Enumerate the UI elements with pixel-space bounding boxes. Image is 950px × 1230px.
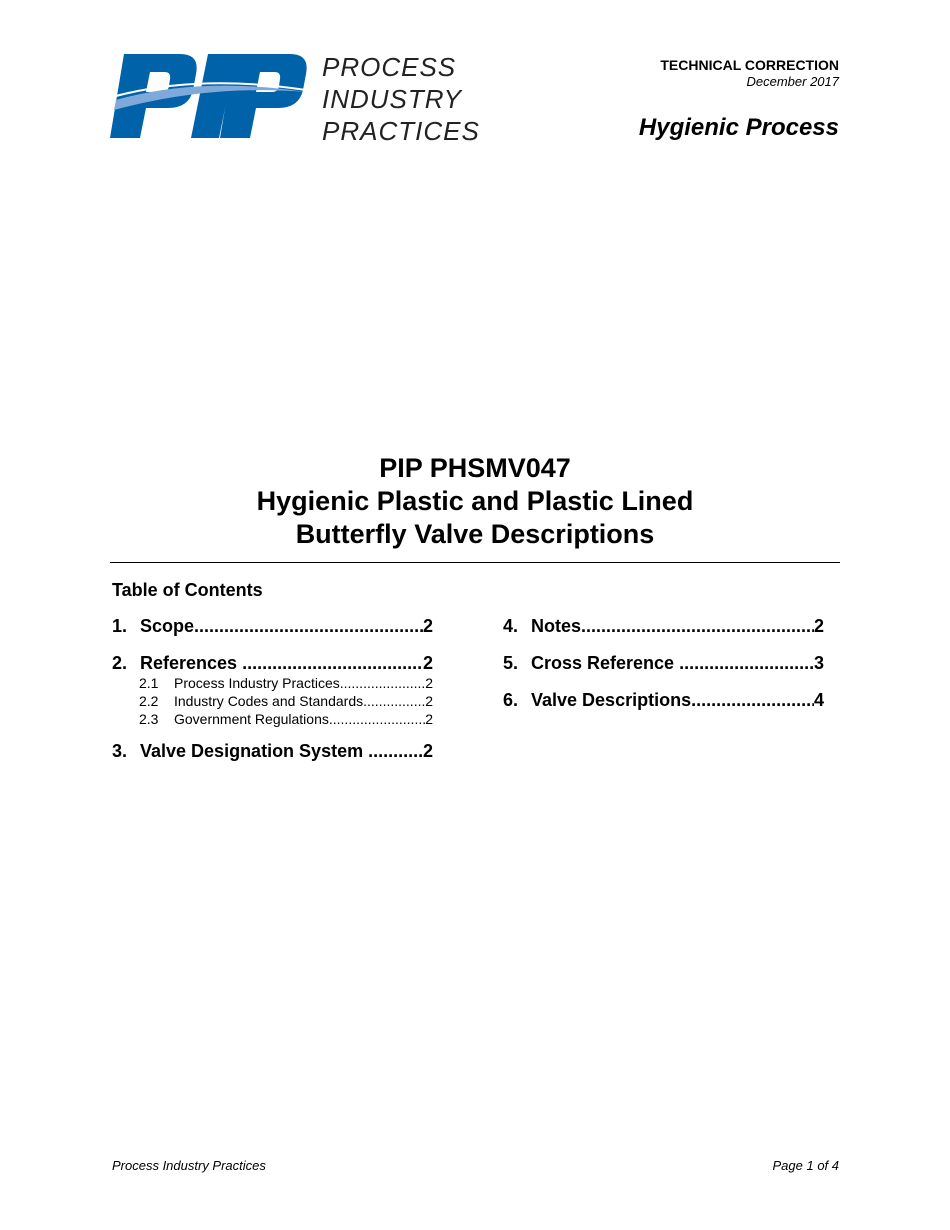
toc-page: 3 (813, 653, 824, 673)
toc-page: 2 (422, 741, 433, 761)
dot-leader (329, 711, 425, 727)
toc-entry-references[interactable] (112, 653, 433, 675)
dot-leader (242, 653, 423, 674)
divider (110, 562, 840, 563)
toc-entry-notes[interactable] (503, 616, 824, 638)
toc-left-column (112, 616, 433, 763)
toc-page: 2 (422, 653, 433, 673)
dot-leader (194, 616, 423, 637)
toc-subentry[interactable] (112, 693, 433, 711)
toc-number: 2.3 (139, 711, 159, 727)
toc-page: 2 (425, 675, 433, 691)
toc-entry-scope[interactable] (112, 616, 433, 638)
toc-label: Cross Reference (531, 653, 680, 673)
title-line: Butterfly Valve Descriptions (295, 519, 655, 549)
pip-logo-mark (110, 52, 310, 140)
footer-organization: Process Industry Practices (112, 1158, 266, 1173)
toc-page: 4 (813, 690, 824, 710)
document-category: Hygienic Process (638, 114, 839, 141)
toc-page: 2 (425, 711, 433, 727)
logo-line: INDUSTRY (322, 84, 462, 114)
dot-leader (679, 653, 814, 674)
logo-wordmark (322, 51, 480, 147)
dot-leader (340, 675, 425, 691)
dot-leader (581, 616, 814, 637)
toc-entry-cross-reference[interactable] (503, 653, 824, 675)
toc-page: 2 (425, 693, 433, 709)
toc-entry-valve-descriptions[interactable] (503, 690, 824, 712)
toc-number: 1. (112, 616, 128, 636)
toc-number: 4. (503, 616, 519, 636)
toc-label: Notes (531, 616, 582, 636)
header-info (660, 57, 839, 89)
dot-leader (691, 690, 814, 711)
toc-number: 6. (503, 690, 519, 710)
toc-page: 2 (813, 616, 824, 636)
toc-page: 2 (422, 616, 433, 636)
toc-label: Process Industry Practices (174, 675, 340, 691)
toc-subentry[interactable] (112, 675, 433, 693)
toc-label: Valve Designation System (140, 741, 369, 761)
document-status: TECHNICAL CORRECTION (660, 57, 839, 73)
title-line: PIP PHSMV047 (379, 453, 571, 483)
toc-number: 2.2 (139, 693, 159, 709)
toc-label: Industry Codes and Standards (174, 693, 364, 709)
toc-entry-valve-designation[interactable] (112, 741, 433, 763)
logo-line: PROCESS (322, 52, 457, 82)
toc-number: 2.1 (139, 675, 159, 691)
title-line: Hygienic Plastic and Plastic Lined (256, 486, 694, 516)
toc-number: 3. (112, 741, 128, 761)
dot-leader (363, 693, 425, 709)
footer-page-number: Page 1 of 4 (772, 1158, 839, 1173)
toc-label: Valve Descriptions (531, 690, 692, 710)
dot-leader (368, 741, 423, 762)
toc-label: Government Regulations (174, 711, 329, 727)
logo-line: PRACTICES (322, 116, 480, 146)
document-date: December 2017 (746, 74, 839, 89)
toc-label: References (140, 653, 243, 673)
toc-right-column (503, 616, 824, 712)
toc-label: Scope (140, 616, 195, 636)
toc-heading: Table of Contents (112, 580, 263, 600)
toc-subentry[interactable] (112, 711, 433, 729)
toc-number: 2. (112, 653, 128, 673)
toc-number: 5. (503, 653, 519, 673)
document-title (0, 452, 950, 551)
